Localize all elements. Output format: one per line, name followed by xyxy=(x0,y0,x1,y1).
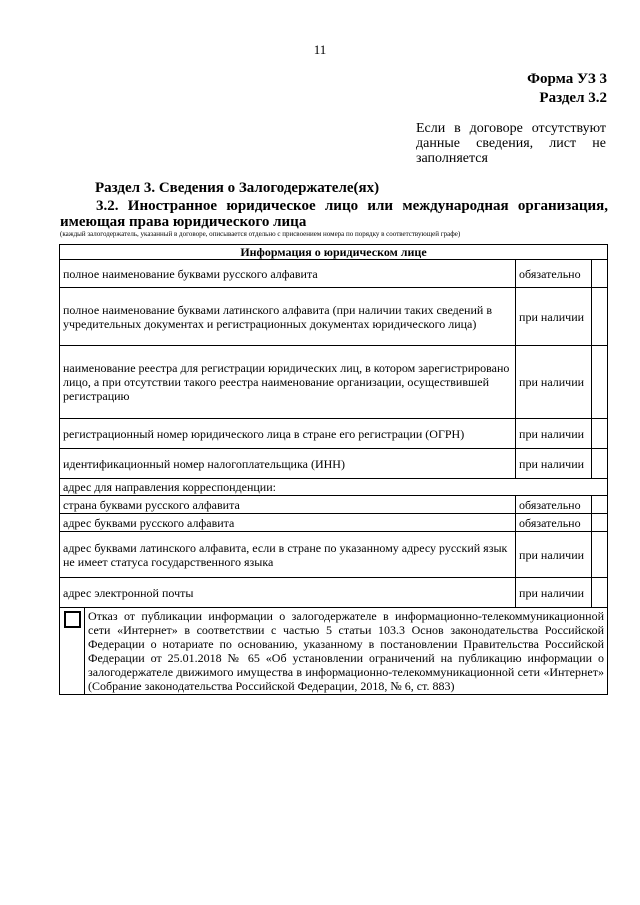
subsection-title: 3.2. Иностранное юридическое лицо или международная организация, имеющая права юридического лица xyxy=(60,198,608,230)
page-number: 11 xyxy=(313,42,327,57)
row-value-cell[interactable] xyxy=(592,260,608,288)
table-row xyxy=(60,449,608,479)
row-requirement: при наличии xyxy=(516,532,592,578)
row-label: адрес буквами русского алфавита xyxy=(60,514,516,532)
fill-note: Если в договоре отсутствуют данные сведения, лист не заполняется xyxy=(416,121,606,166)
table-row xyxy=(60,419,608,449)
row-label: наименование реестра для регистрации юридических лиц, в котором зарегистрировано лицо, а при отсутствии такого реестра наименование организации, осуществившей регистрацию xyxy=(60,346,516,419)
row-label: адрес буквами латинского алфавита, если в стране по указанному адресу русский язык не имеет статуса государственного языка xyxy=(60,532,516,578)
row-value-cell[interactable] xyxy=(592,578,608,608)
row-value-cell[interactable] xyxy=(592,419,608,449)
row-requirement: обязательно xyxy=(516,514,592,532)
table-header: Информация о юридическом лице xyxy=(60,245,608,260)
legal-entity-table xyxy=(59,244,608,695)
row-value-cell[interactable] xyxy=(592,288,608,346)
row-requirement: обязательно xyxy=(516,496,592,514)
row-value-cell[interactable] xyxy=(592,532,608,578)
row-requirement: при наличии xyxy=(516,578,592,608)
row-label: регистрационный номер юридического лица в стране его регистрации (ОГРН) xyxy=(60,419,516,449)
table-row xyxy=(60,260,608,288)
row-requirement: при наличии xyxy=(516,449,592,479)
form-header xyxy=(527,70,607,108)
refusal-checkbox[interactable] xyxy=(64,611,81,628)
table-row xyxy=(60,532,608,578)
row-requirement: при наличии xyxy=(516,419,592,449)
section-title: Раздел 3. Сведения о Залогодержателе(ях) xyxy=(95,180,380,196)
row-value-cell[interactable] xyxy=(592,346,608,419)
table-row xyxy=(60,608,608,695)
refusal-text: Отказ от публикации информации о залогодержателе в информационно-телекоммуникационной сети «Интернет» в соответствии с частью 5 статьи 103.3 Основ законодательства Российской Федерации о нотариате по основанию, указанному в постановлении Правительства Российской Федерации от 25.01.2018 № 65 «Об установлении ограничений на публикацию информации о залогодержателе движимого имущества в информационно-телекоммуникационной сети «Интернет» (Собрание законодательства Российской Федерации, 2018, № 6, ст. 883) xyxy=(85,608,608,695)
refusal-checkbox-cell[interactable] xyxy=(60,608,85,695)
table-row xyxy=(60,346,608,419)
table-row xyxy=(60,496,608,514)
address-header: адрес для направления корреспонденции: xyxy=(60,479,608,496)
row-value-cell[interactable] xyxy=(592,496,608,514)
row-value-cell[interactable] xyxy=(592,514,608,532)
row-label: полное наименование буквами русского алфавита xyxy=(60,260,516,288)
row-requirement: обязательно xyxy=(516,260,592,288)
table-row xyxy=(60,479,608,496)
row-label: адрес электронной почты xyxy=(60,578,516,608)
row-label: страна буквами русского алфавита xyxy=(60,496,516,514)
table-row xyxy=(60,578,608,608)
form-section: Раздел 3.2 xyxy=(539,90,607,106)
subsection-note: (каждый залогодержатель, указанный в договоре, описывается отдельно с присвоением номера по порядку в соответствующей графе) xyxy=(60,230,461,238)
row-label: полное наименование буквами латинского алфавита (при наличии таких сведений в учредительных документах и регистрационных документах юридического лица) xyxy=(60,288,516,346)
form-code: Форма УЗ 3 xyxy=(527,71,607,87)
row-value-cell[interactable] xyxy=(592,449,608,479)
table-row xyxy=(60,288,608,346)
row-requirement: при наличии xyxy=(516,346,592,419)
row-label: идентификационный номер налогоплательщика (ИНН) xyxy=(60,449,516,479)
row-requirement: при наличии xyxy=(516,288,592,346)
table-row xyxy=(60,514,608,532)
